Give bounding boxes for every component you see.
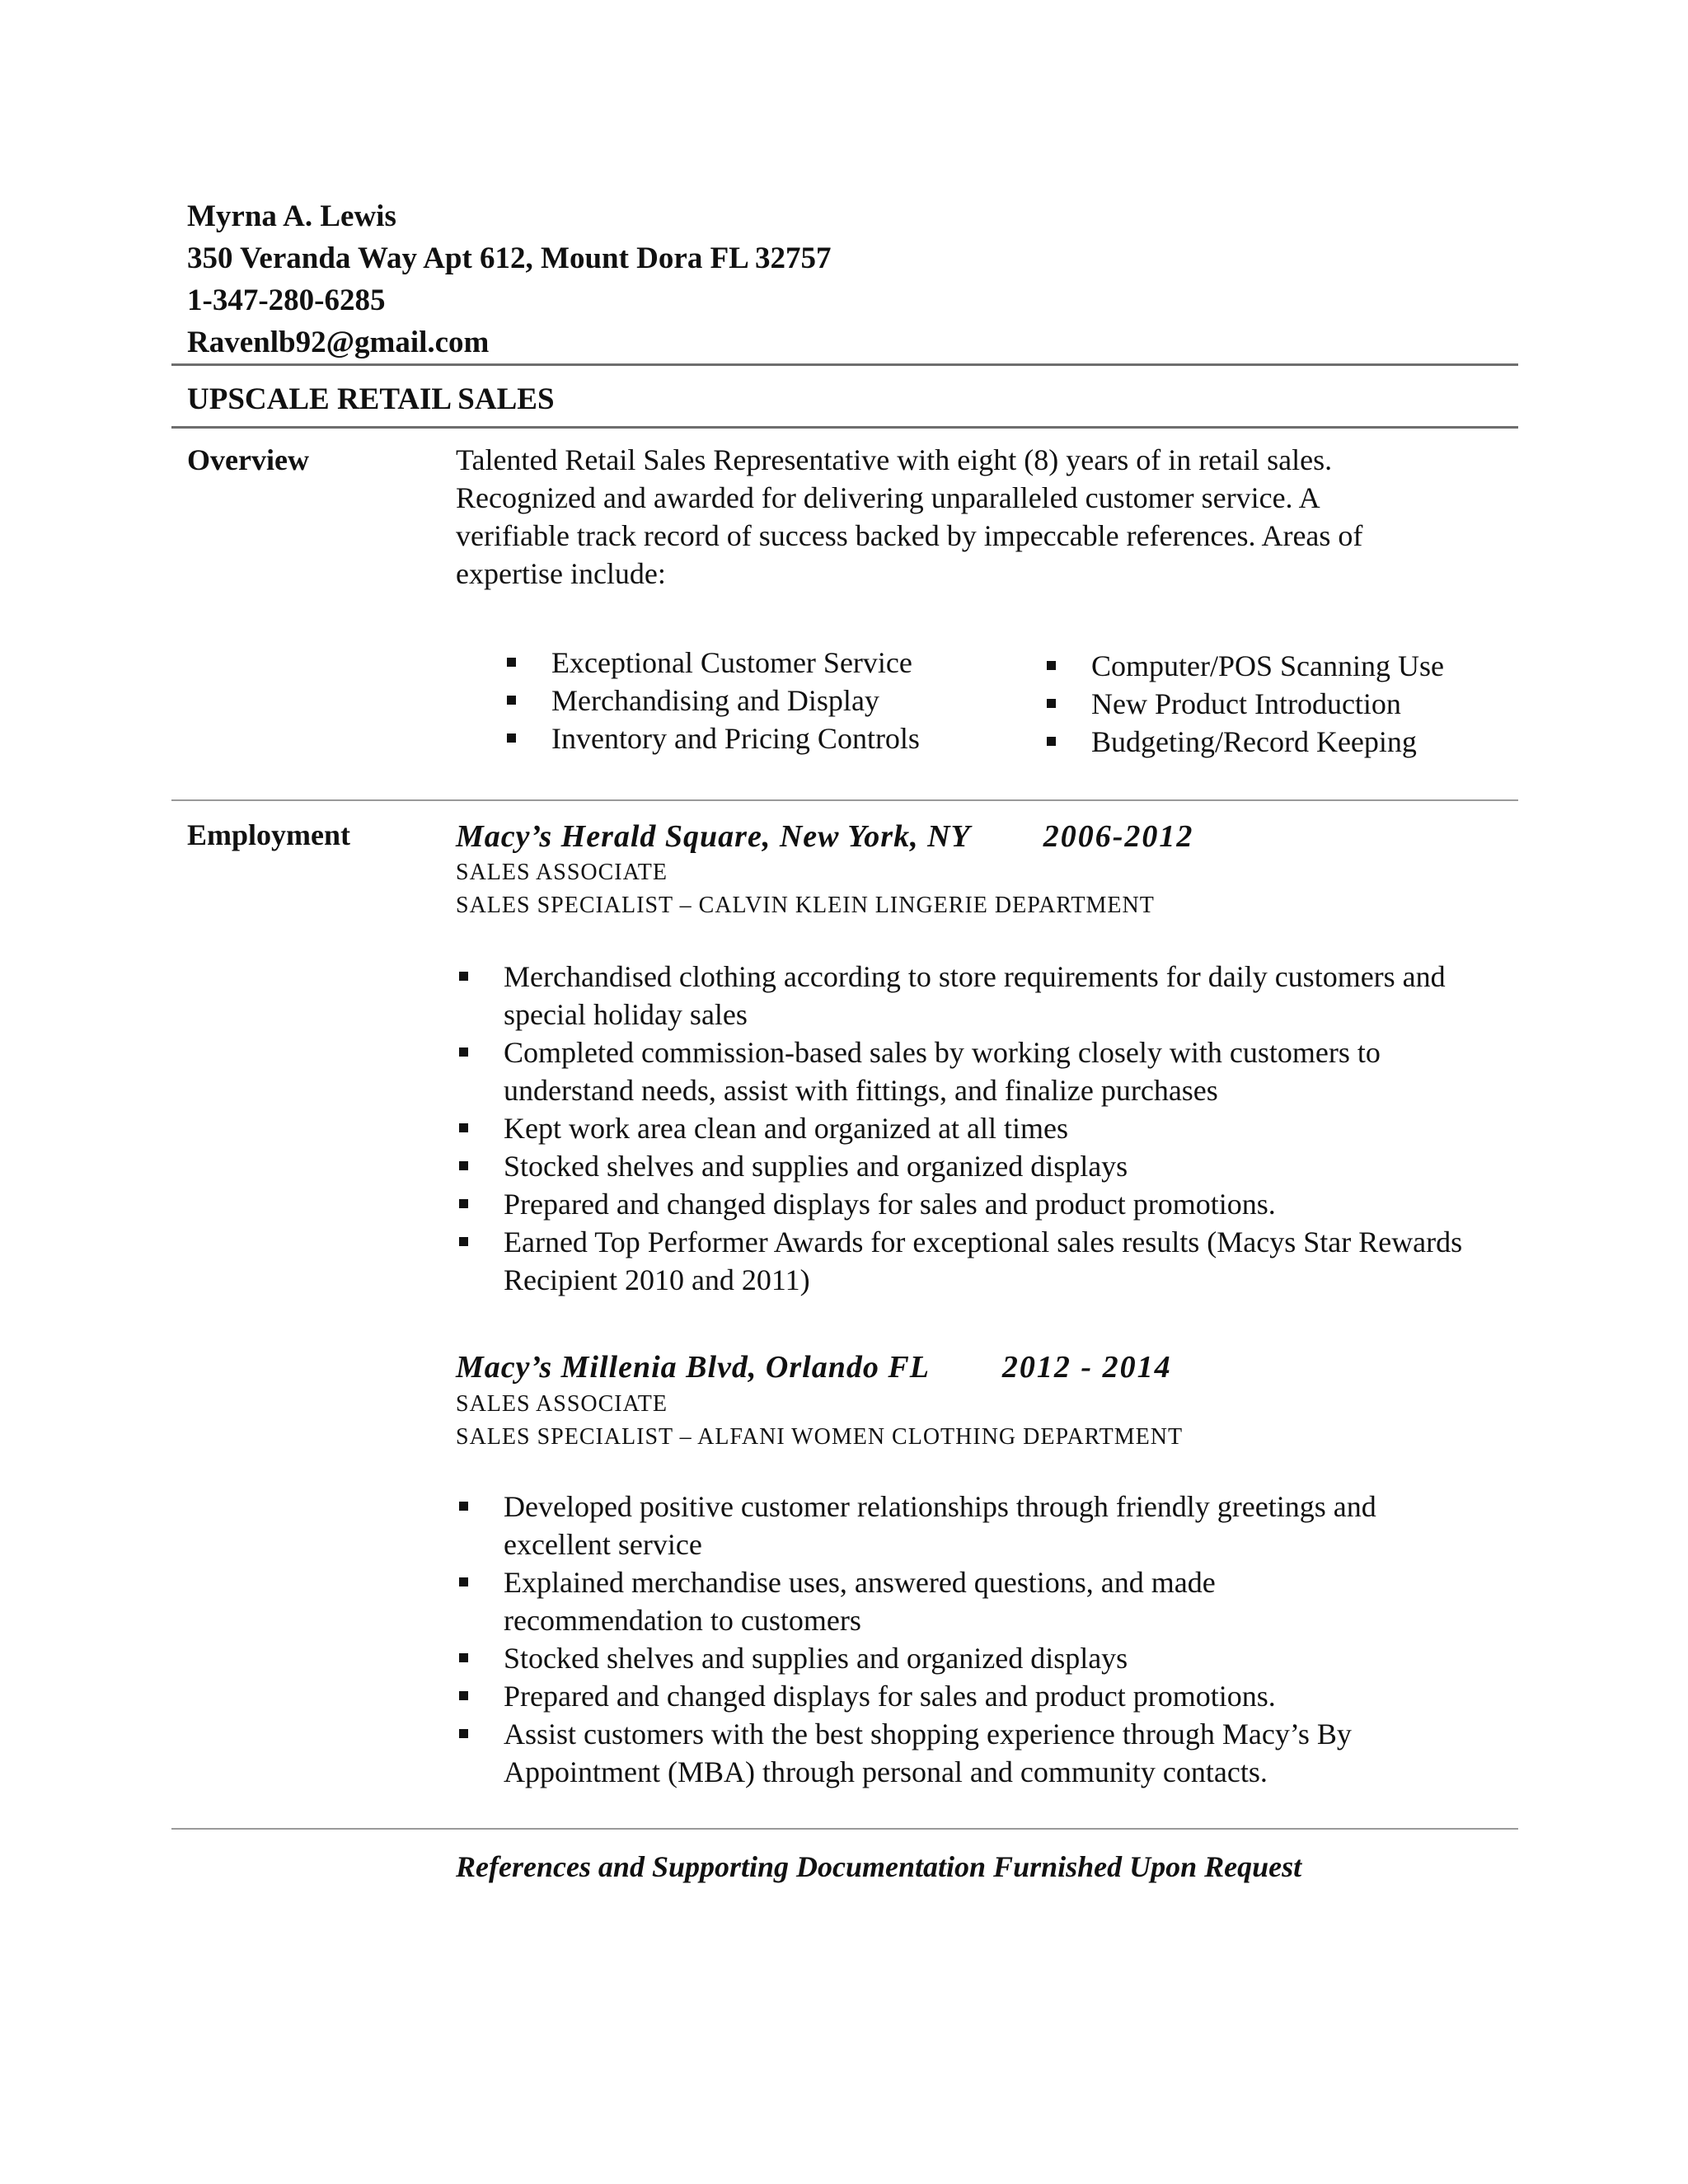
candidate-email: Ravenlb92@gmail.com (187, 326, 490, 359)
job-employer (456, 818, 1193, 855)
candidate-name: Myrna A. Lewis (187, 199, 396, 233)
duty-item: Stocked shelves and supplies and organized displays (456, 1147, 1486, 1185)
overview-label: Overview (187, 443, 309, 476)
divider-contact (171, 363, 1518, 366)
duty-item: Completed commission-based sales by working closely with customers to understand needs, assist with fittings, and finalize purchases (456, 1033, 1486, 1109)
skill-item: New Product Introduction (1043, 685, 1444, 723)
divider-headline (171, 426, 1518, 429)
bullet-square-icon (459, 1161, 468, 1170)
overview-line: Recognized and awarded for delivering unparalleled customer service. A (456, 481, 1320, 514)
overview-paragraph (456, 441, 1486, 593)
bullet-square-icon (459, 1123, 468, 1132)
divider-employment (171, 1828, 1518, 1830)
bullet-square-icon (1047, 737, 1056, 746)
duty-item: Prepared and changed displays for sales and product promotions. (456, 1185, 1486, 1223)
employer-name: Macy’s Millenia Blvd, Orlando FL (456, 1350, 930, 1385)
bullet-square-icon (459, 972, 468, 981)
overview-line: verifiable track record of success backed by impeccable references. Areas of (456, 519, 1363, 552)
bullet-square-icon (459, 1653, 468, 1662)
duty-item: Assist customers with the best shopping experience through Macy’s By Appointment (MBA) through personal and community contacts. (456, 1715, 1486, 1791)
bullet-square-icon (459, 1199, 468, 1208)
skill-item: Computer/POS Scanning Use (1043, 647, 1444, 685)
duty-item: Prepared and changed displays for sales and product promotions. (456, 1677, 1486, 1715)
job-title: SALES ASSOCIATE (456, 860, 668, 885)
employment-label: Employment (187, 818, 350, 851)
job-duties-list (456, 1488, 1486, 1791)
bullet-square-icon (459, 1691, 468, 1700)
bullet-square-icon (507, 733, 516, 743)
overview-line: expertise include: (456, 557, 666, 590)
job-title: SALES SPECIALIST – CALVIN KLEIN LINGERIE DEPARTMENT (456, 893, 1155, 918)
candidate-phone: 1-347-280-6285 (187, 284, 386, 317)
job-dates: 2012 - 2014 (1001, 1350, 1172, 1385)
job-dates: 2006-2012 (1043, 819, 1194, 854)
references-note: References and Supporting Documentation Furnished Upon Request (456, 1850, 1302, 1883)
bullet-square-icon (459, 1502, 468, 1511)
job-employer (456, 1348, 1172, 1386)
duty-item: Explained merchandise uses, answered questions, and made recommendation to customers (456, 1563, 1486, 1639)
duty-item: Merchandised clothing according to store requirements for daily customers and special holiday sales (456, 958, 1486, 1033)
skill-item: Budgeting/Record Keeping (1043, 723, 1444, 761)
bullet-square-icon (459, 1047, 468, 1057)
resume-headline: UPSCALE RETAIL SALES (187, 382, 555, 416)
bullet-square-icon (459, 1577, 468, 1586)
employer-name: Macy’s Herald Square, New York, NY (456, 819, 971, 854)
skill-item: Merchandising and Display (504, 682, 920, 719)
divider-overview (171, 799, 1518, 801)
bullet-square-icon (459, 1729, 468, 1738)
duty-item: Developed positive customer relationships through friendly greetings and excellent service (456, 1488, 1486, 1563)
skill-item: Exceptional Customer Service (504, 644, 920, 682)
duty-item: Earned Top Performer Awards for exceptional sales results (Macys Star Rewards Recipient 2010 and 2011) (456, 1223, 1486, 1299)
bullet-square-icon (1047, 699, 1056, 708)
bullet-square-icon (507, 658, 516, 667)
duty-item: Stocked shelves and supplies and organized displays (456, 1639, 1486, 1677)
skill-item: Inventory and Pricing Controls (504, 719, 920, 757)
bullet-square-icon (507, 696, 516, 705)
skills-list-right (1043, 647, 1444, 761)
job-title: SALES ASSOCIATE (456, 1391, 668, 1417)
overview-line: Talented Retail Sales Representative with eight (8) years of in retail sales. (456, 443, 1333, 476)
contact-block (187, 195, 832, 363)
bullet-square-icon (459, 1237, 468, 1246)
candidate-address: 350 Veranda Way Apt 612, Mount Dora FL 32757 (187, 241, 832, 275)
duty-item: Kept work area clean and organized at all times (456, 1109, 1486, 1147)
bullet-square-icon (1047, 661, 1056, 670)
job-title: SALES SPECIALIST – ALFANI WOMEN CLOTHING DEPARTMENT (456, 1424, 1184, 1450)
job-duties-list (456, 958, 1486, 1299)
skills-list-left (504, 644, 920, 757)
